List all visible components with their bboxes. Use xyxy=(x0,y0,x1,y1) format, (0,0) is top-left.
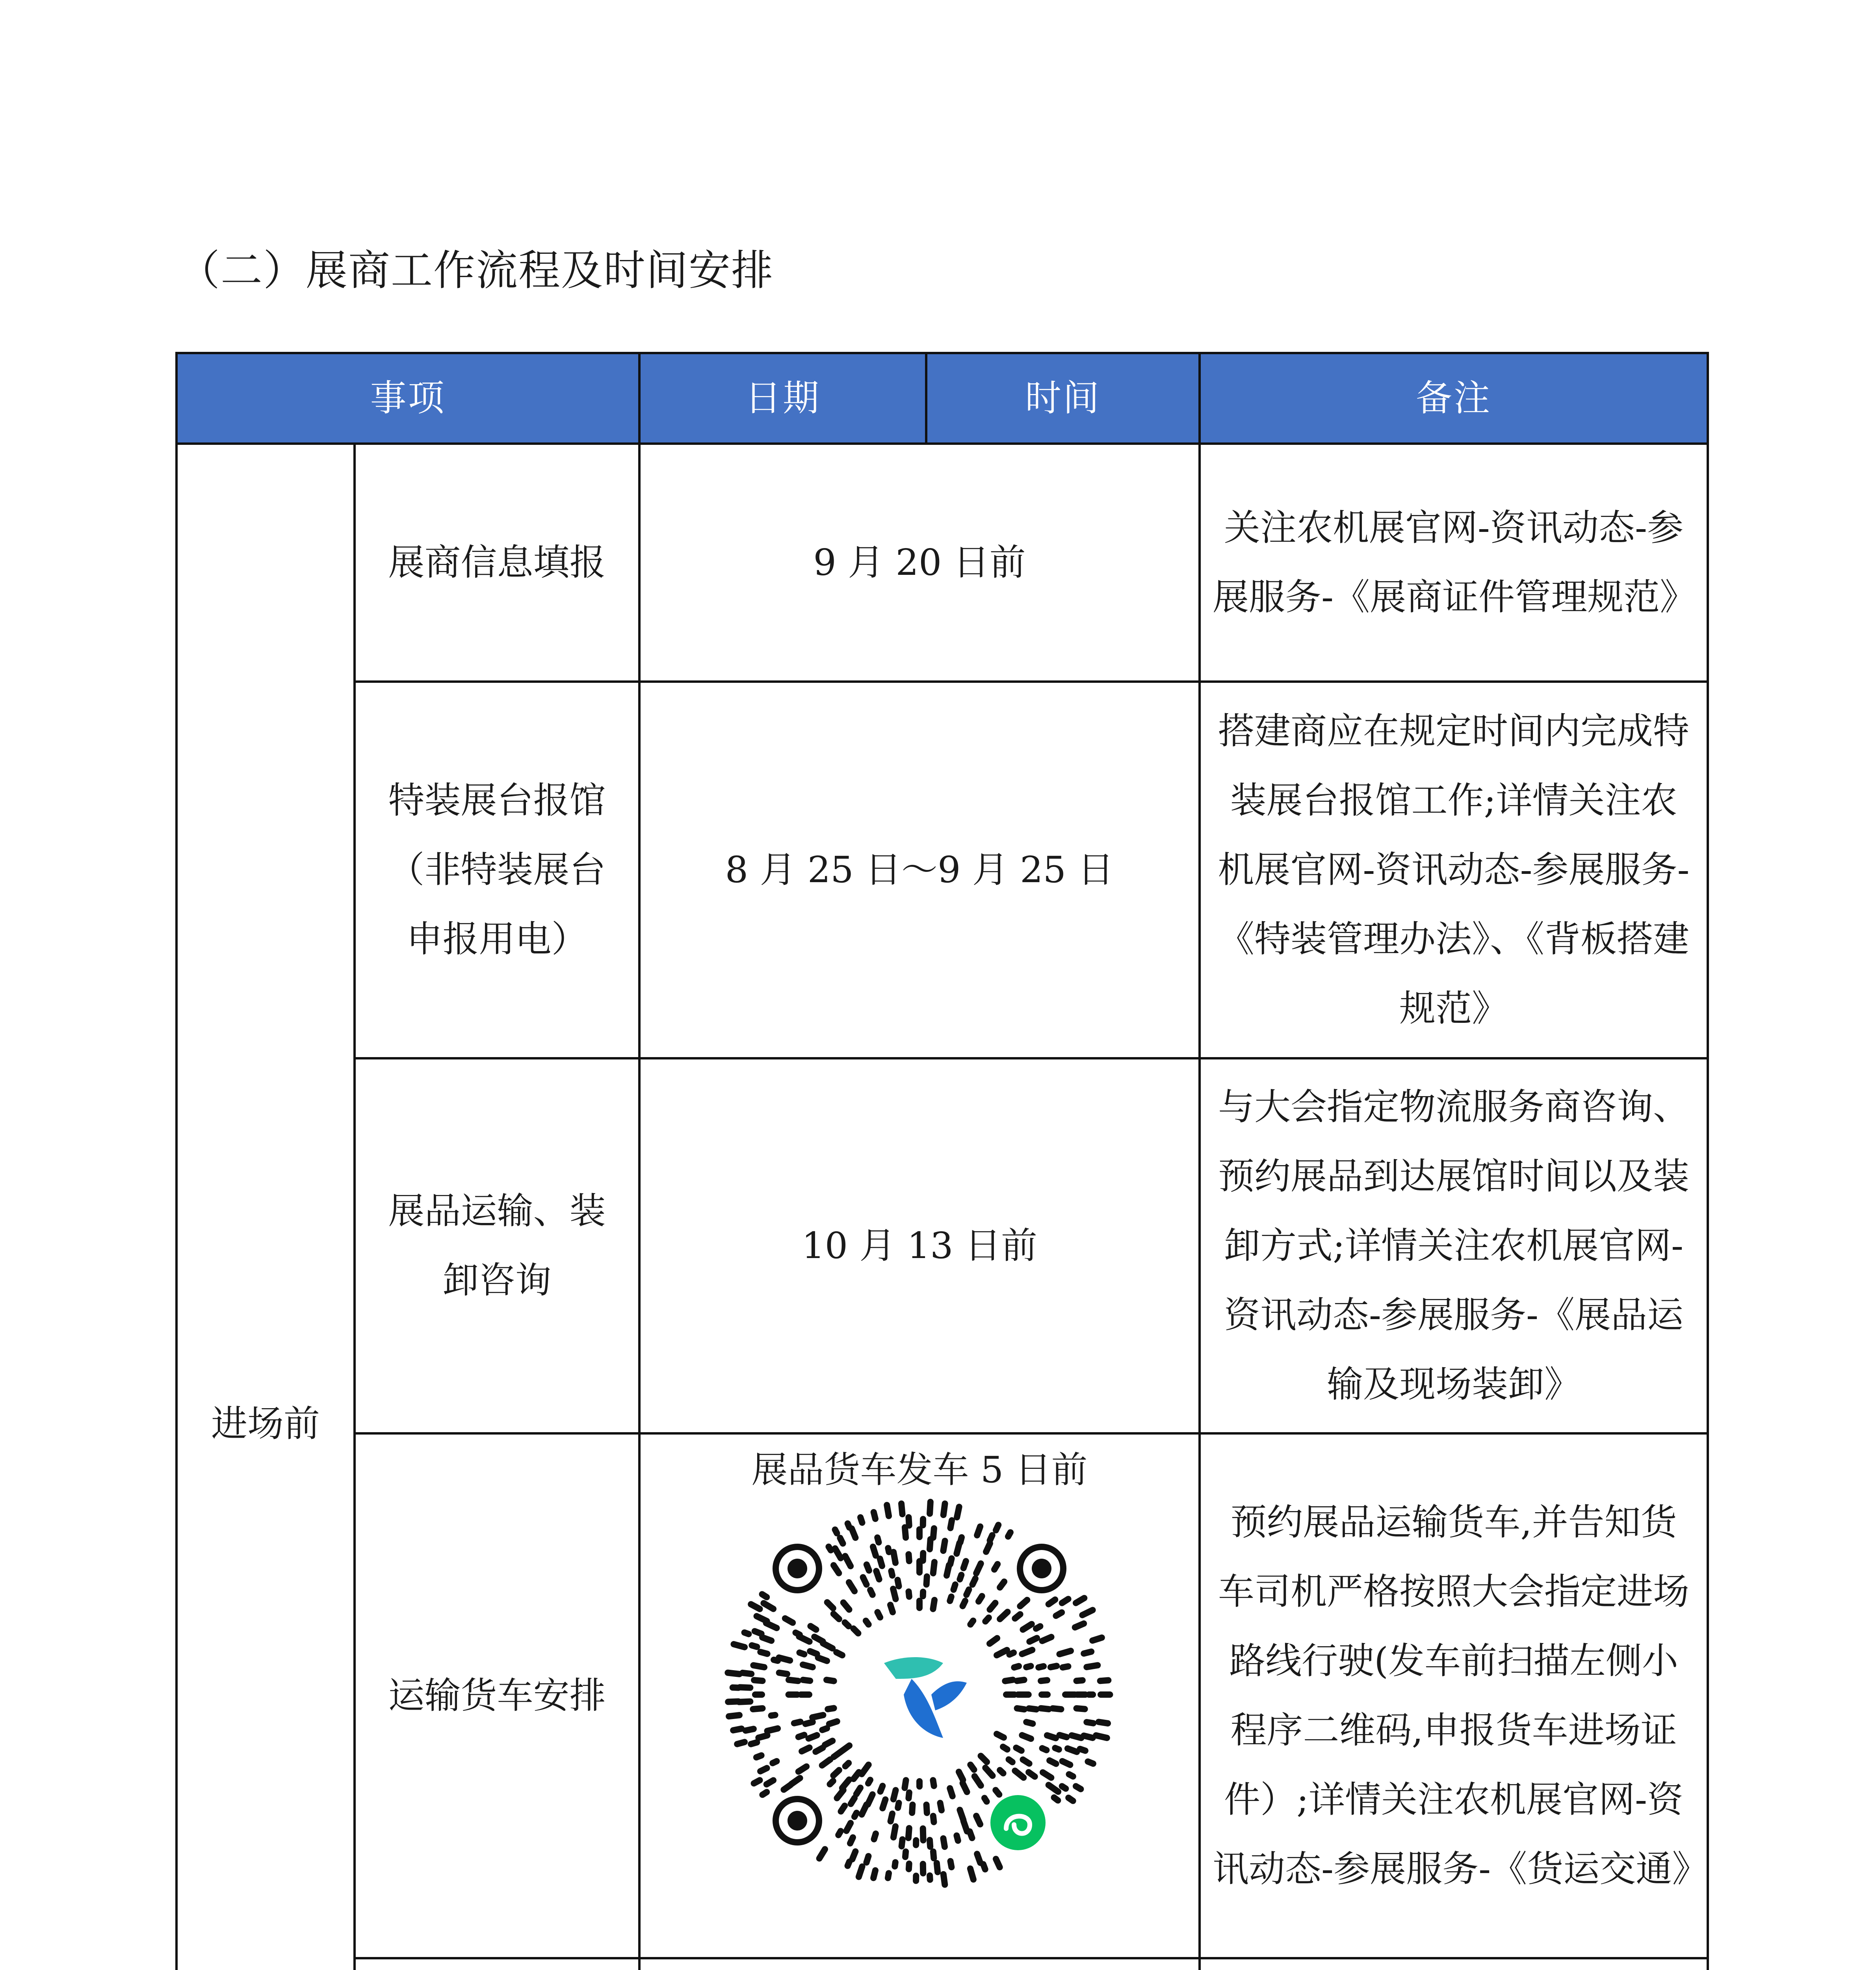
qr-module xyxy=(774,1660,778,1661)
qr-module xyxy=(908,1517,909,1526)
qr-module xyxy=(888,1548,889,1552)
qr-module xyxy=(1016,1748,1021,1751)
qr-module xyxy=(940,1803,942,1810)
qr-module xyxy=(893,1790,896,1799)
qr-module xyxy=(754,1680,762,1681)
qr-module xyxy=(836,1652,842,1656)
qr-module xyxy=(970,1831,972,1838)
qr-module xyxy=(1017,1680,1024,1681)
qr-module xyxy=(835,1530,837,1533)
qr-module xyxy=(997,1734,1004,1738)
qr-module xyxy=(996,1790,999,1794)
qr-module xyxy=(1096,1736,1107,1738)
qr-module xyxy=(1068,1798,1073,1801)
qr-module xyxy=(893,1589,895,1599)
qr-module xyxy=(751,1604,760,1609)
qr-module xyxy=(959,1772,963,1780)
qr-module xyxy=(841,1806,845,1811)
qr-module xyxy=(753,1665,764,1667)
qr-module xyxy=(933,1851,934,1858)
qr-module xyxy=(880,1786,883,1792)
qr-module xyxy=(734,1644,745,1647)
qr-module xyxy=(856,1788,860,1794)
header-date: 日期 xyxy=(639,353,926,444)
qr-module xyxy=(1069,1774,1073,1776)
header-time: 时间 xyxy=(926,353,1200,444)
qr-module xyxy=(862,1805,866,1814)
qr-module xyxy=(1005,1680,1013,1681)
qr-module xyxy=(1062,1786,1066,1788)
qr-module xyxy=(751,1742,757,1744)
qr-module xyxy=(994,1564,997,1570)
qr-module xyxy=(908,1554,909,1561)
qr-module xyxy=(756,1755,762,1757)
qr-module xyxy=(789,1680,798,1681)
qr-module xyxy=(957,1836,958,1841)
note-cell xyxy=(1200,1958,1708,1970)
qr-module xyxy=(1055,1748,1059,1750)
table-row xyxy=(176,1433,1708,1958)
qr-module xyxy=(964,1821,967,1831)
qr-module xyxy=(762,1594,767,1597)
qr-module xyxy=(933,1562,934,1573)
qr-module xyxy=(760,1768,767,1771)
qr-module xyxy=(905,1780,906,1788)
qr-module xyxy=(835,1548,841,1558)
qr-module xyxy=(902,1839,903,1846)
qr-module xyxy=(1014,1666,1019,1667)
qr-module xyxy=(834,1565,839,1573)
qr-module xyxy=(809,1735,817,1738)
qr-module xyxy=(1023,1760,1029,1764)
qr-module xyxy=(847,1823,851,1831)
qr-module xyxy=(893,1826,895,1837)
qr-module xyxy=(757,1616,767,1621)
qr-module xyxy=(850,1838,853,1844)
qr-module xyxy=(1022,1735,1031,1739)
qr-module xyxy=(997,1650,1007,1655)
qr-module xyxy=(767,1728,778,1731)
qr-module xyxy=(977,1854,980,1862)
qr-module xyxy=(795,1633,799,1635)
qr-module xyxy=(758,1736,767,1738)
qr-module xyxy=(874,1512,875,1519)
qr-module xyxy=(1084,1652,1091,1654)
qr-module xyxy=(852,1851,855,1859)
item-cell xyxy=(355,1958,639,1970)
qr-module xyxy=(1038,1666,1044,1667)
qr-module xyxy=(873,1547,876,1556)
section-title: （二）展商工作流程及时间安排 xyxy=(178,246,774,295)
qr-module xyxy=(976,1816,980,1824)
qr-module xyxy=(1008,1532,1010,1537)
qr-module xyxy=(828,1708,834,1709)
qr-module xyxy=(815,1748,823,1752)
schedule-table xyxy=(175,352,1709,1970)
qr-module xyxy=(833,1770,839,1776)
qr-module xyxy=(943,1541,945,1551)
qr-module xyxy=(983,1864,985,1870)
qr-module xyxy=(863,1577,867,1585)
qr-module xyxy=(852,1529,855,1538)
qr-module xyxy=(1009,1653,1014,1655)
table-row xyxy=(176,1058,1708,1433)
qr-module xyxy=(973,1578,975,1584)
qr-module xyxy=(854,1813,856,1817)
qr-module xyxy=(1099,1722,1108,1723)
qr-module xyxy=(779,1673,787,1674)
qr-module xyxy=(985,1618,989,1621)
qr-module xyxy=(840,1538,843,1543)
qr-module xyxy=(1029,1638,1037,1641)
qr-finder-dot xyxy=(1032,1559,1051,1578)
qr-module xyxy=(799,1652,804,1654)
qr-module xyxy=(834,1753,840,1757)
qr-module xyxy=(1072,1736,1081,1738)
qr-module xyxy=(1075,1624,1084,1628)
qr-module xyxy=(803,1680,810,1681)
qr-module xyxy=(977,1526,980,1535)
qr-module xyxy=(1076,1708,1085,1709)
qr-module xyxy=(745,1632,749,1634)
qr-module xyxy=(957,1507,959,1517)
qr-module xyxy=(960,1575,961,1579)
qr-module xyxy=(933,1816,934,1822)
qr-module xyxy=(984,1798,987,1801)
qr-module xyxy=(951,1861,952,1867)
qr-module xyxy=(1015,1614,1020,1619)
qr-module xyxy=(873,1870,875,1878)
qr-module xyxy=(964,1561,966,1568)
qr-module xyxy=(963,1601,965,1606)
qr-module xyxy=(867,1565,869,1570)
qr-module xyxy=(746,1729,754,1730)
note-cell: 搭建商应在规定时间内完成特装展台报馆工作;详情关注农机展官网-资讯动态-参展服务-《特装管理办法》、《背板搭建规范》 xyxy=(1200,682,1708,1058)
qr-module xyxy=(876,1571,879,1579)
date-cell: 8 月 25 日～9 月 25 日 xyxy=(639,682,1200,1058)
qr-module xyxy=(951,1520,952,1528)
qr-module xyxy=(834,1614,839,1619)
qr-module xyxy=(933,1600,934,1609)
qr-module xyxy=(950,1788,953,1796)
qr-module xyxy=(838,1831,841,1835)
qr-module xyxy=(893,1552,895,1563)
qr-module xyxy=(851,1798,854,1804)
qr-module xyxy=(1053,1708,1061,1709)
note-cell: 关注农机展官网-资讯动态-参展服务-《展商证件管理规范》 xyxy=(1200,444,1708,682)
qr-module xyxy=(1059,1651,1071,1654)
qr-module xyxy=(930,1539,931,1549)
qr-module xyxy=(1036,1626,1040,1629)
header-note: 备注 xyxy=(1200,353,1708,444)
qr-finder-dot xyxy=(788,1559,807,1578)
qr-module xyxy=(933,1780,934,1786)
qr-module xyxy=(845,1556,851,1566)
qr-module xyxy=(966,1589,969,1595)
qr-module xyxy=(849,1582,854,1591)
qr-module xyxy=(930,1502,931,1514)
qr-module xyxy=(755,1631,762,1634)
qr-module xyxy=(1088,1762,1093,1764)
qr-module xyxy=(1000,1770,1003,1773)
qr-code-graphic xyxy=(723,1498,1116,1892)
qr-module xyxy=(814,1637,823,1641)
qr-module xyxy=(1022,1650,1032,1654)
date-cell: 10 月 13 日前 xyxy=(639,1058,1200,1433)
qr-module xyxy=(976,1563,981,1573)
qr-module xyxy=(1087,1665,1098,1667)
qr-module xyxy=(753,1708,762,1709)
qr-module xyxy=(752,1645,757,1647)
qr-module xyxy=(859,1866,862,1877)
qr-module xyxy=(822,1728,827,1730)
mini-program-qr-code-icon[interactable] xyxy=(723,1498,1116,1892)
qr-module xyxy=(1020,1600,1027,1606)
qr-module xyxy=(754,1780,760,1783)
qr-module xyxy=(979,1596,982,1602)
qr-module xyxy=(891,1814,892,1821)
qr-module xyxy=(803,1665,813,1667)
qr-module xyxy=(882,1799,885,1808)
date-cell-with-qr xyxy=(639,1433,1200,1958)
qr-module xyxy=(1076,1598,1084,1603)
qr-module xyxy=(1049,1785,1058,1792)
item-cell: 展品运输、装卸咨询 xyxy=(355,1058,639,1433)
qr-module xyxy=(880,1559,882,1566)
qr-module xyxy=(830,1781,833,1784)
date-cell xyxy=(639,1958,1200,1970)
qr-module xyxy=(842,1780,849,1788)
qr-module xyxy=(986,1543,990,1552)
qr-module xyxy=(760,1652,767,1654)
qr-module xyxy=(905,1527,906,1537)
qr-module xyxy=(1087,1722,1093,1723)
qr-module xyxy=(908,1793,909,1798)
table-header-row xyxy=(176,353,1708,444)
qr-module xyxy=(985,1768,992,1776)
item-cell: 运输货车安排 xyxy=(355,1433,639,1958)
qr-module xyxy=(853,1628,858,1633)
qr-module xyxy=(905,1851,906,1857)
qr-module xyxy=(937,1863,938,1872)
qr-module xyxy=(908,1828,909,1838)
qr-module xyxy=(1076,1786,1081,1789)
qr-module xyxy=(1000,1582,1004,1587)
qr-module xyxy=(1015,1771,1023,1777)
item-cell: 特装展台报馆（非特装展台申报用电） xyxy=(355,682,639,1058)
qr-module xyxy=(963,1783,967,1792)
qr-module xyxy=(1062,1761,1070,1765)
qr-module xyxy=(827,1680,834,1681)
qr-module xyxy=(828,1547,830,1550)
qr-module xyxy=(996,1525,998,1530)
qr-module xyxy=(1029,1708,1036,1709)
qr-module xyxy=(1056,1612,1062,1616)
qr-module xyxy=(897,1580,899,1586)
qr-module xyxy=(1059,1735,1066,1737)
qr-module xyxy=(1049,1600,1055,1604)
qr-module xyxy=(773,1761,776,1763)
qr-module xyxy=(1000,1612,1007,1619)
qr-module xyxy=(743,1673,751,1674)
qr-module xyxy=(877,1537,879,1542)
qr-module xyxy=(944,1504,945,1515)
qr-module xyxy=(877,1612,880,1617)
qr-module xyxy=(822,1760,830,1766)
qr-module xyxy=(767,1780,773,1784)
qr-module xyxy=(848,1862,849,1866)
table-row xyxy=(176,682,1708,1058)
qr-module xyxy=(1026,1666,1031,1667)
qr-module xyxy=(1080,1749,1085,1751)
qr-module xyxy=(990,1603,995,1609)
qr-module xyxy=(887,1505,889,1516)
qr-module xyxy=(990,1535,992,1540)
date-cell: 9 月 20 日前 xyxy=(639,444,1200,682)
qr-module xyxy=(1092,1637,1102,1640)
qr-module xyxy=(1051,1666,1057,1667)
qr-module xyxy=(818,1658,827,1661)
qr-module xyxy=(854,1772,859,1779)
qr-module xyxy=(843,1602,849,1609)
qr-module xyxy=(1003,1747,1007,1749)
qr-module xyxy=(794,1722,801,1723)
qr-module xyxy=(806,1722,813,1724)
qr-module xyxy=(1049,1760,1056,1764)
qr-module xyxy=(825,1741,832,1745)
qr-module xyxy=(848,1524,849,1528)
qr-module xyxy=(1047,1735,1056,1738)
qr-module xyxy=(1063,1666,1068,1667)
qr-module xyxy=(1041,1708,1049,1709)
qr-module xyxy=(866,1856,868,1862)
qr-module xyxy=(1026,1722,1033,1724)
qr-module xyxy=(1009,1760,1012,1762)
qr-module xyxy=(1042,1748,1047,1750)
qr-module xyxy=(1023,1624,1032,1630)
qr-module xyxy=(728,1701,738,1702)
qr-module xyxy=(996,1859,1000,1867)
qr-module xyxy=(950,1558,951,1564)
qr-module xyxy=(799,1766,806,1771)
qr-module xyxy=(827,1602,833,1608)
note-cell: 预约展品运输货车,并告知货车司机严格按照大会指定进场路线行驶(发车前扫描左侧小程序二维码,申报货车进场证件）;详情关注农机展官网-资讯动态-参展服务-《货运交通》 xyxy=(1200,1433,1708,1958)
mini-program-badge-icon xyxy=(990,1795,1046,1850)
qr-module xyxy=(763,1603,773,1609)
qr-module xyxy=(975,1776,981,1786)
qr-module xyxy=(729,1715,739,1716)
qr-module xyxy=(1042,1637,1051,1641)
qr-module xyxy=(802,1748,810,1751)
qr-module xyxy=(845,1763,849,1766)
qr-module xyxy=(799,1735,804,1737)
qr-module xyxy=(866,1621,869,1624)
table-row xyxy=(176,444,1708,682)
qr-module xyxy=(728,1673,739,1674)
note-cell: 与大会指定物流服务商咨询、预约展品到达展馆时间以及装卸方式;详情关注农机展官网-资讯动态-参展服务-《展品运输及现场装卸》 xyxy=(1200,1058,1708,1433)
qr-module xyxy=(862,1765,868,1774)
qr-module xyxy=(837,1790,843,1798)
qr-module xyxy=(901,1504,903,1514)
qr-module xyxy=(1082,1610,1092,1615)
qr-module xyxy=(737,1742,745,1744)
qr-module xyxy=(785,1619,793,1623)
qr-module xyxy=(933,1528,934,1537)
qr-module xyxy=(810,1626,816,1630)
qr-module xyxy=(970,1765,974,1770)
qr-module xyxy=(762,1637,771,1641)
qr-module xyxy=(812,1715,823,1717)
qr-module xyxy=(829,1721,837,1724)
qr-module xyxy=(1076,1680,1082,1681)
qr-module xyxy=(1043,1772,1051,1778)
qr-module xyxy=(1068,1749,1077,1752)
qr-module xyxy=(981,1756,987,1762)
qr-module xyxy=(1054,1797,1058,1800)
qr-module xyxy=(888,1873,889,1878)
qr-module xyxy=(960,1537,962,1543)
qr-module xyxy=(762,1792,767,1795)
qr-module xyxy=(1100,1680,1109,1681)
qr-finder-dot xyxy=(788,1811,807,1831)
table-row xyxy=(176,1958,1708,1970)
qr-module xyxy=(1084,1736,1092,1738)
qr-module xyxy=(898,1803,899,1808)
qr-module xyxy=(890,1605,893,1612)
qr-module xyxy=(970,1621,973,1624)
item-cell: 展商信息填报 xyxy=(355,444,639,682)
qr-module xyxy=(1041,1680,1047,1681)
qr-module xyxy=(891,1571,892,1575)
phase-cell: 进场前 xyxy=(176,444,355,1970)
qr-module xyxy=(868,1780,870,1784)
qr-module xyxy=(950,1597,951,1601)
qr-module xyxy=(860,1517,862,1522)
date-cell: 展品货车发车 5 日前 xyxy=(751,1449,1088,1491)
qr-module xyxy=(954,1585,955,1590)
qr-module xyxy=(810,1651,817,1654)
qr-module xyxy=(845,1622,849,1626)
qr-module xyxy=(944,1874,945,1885)
qr-module xyxy=(819,1849,825,1858)
qr-module xyxy=(870,1590,873,1595)
qr-module xyxy=(1017,1708,1025,1710)
qr-module xyxy=(943,1838,945,1847)
qr-module xyxy=(970,1869,973,1880)
qr-module xyxy=(874,1834,876,1839)
qr-module xyxy=(733,1729,741,1730)
qr-module xyxy=(784,1785,790,1790)
qr-module xyxy=(1029,1772,1035,1777)
header-item: 事项 xyxy=(176,353,639,444)
qr-module xyxy=(1062,1599,1068,1603)
qr-module xyxy=(990,1638,997,1644)
